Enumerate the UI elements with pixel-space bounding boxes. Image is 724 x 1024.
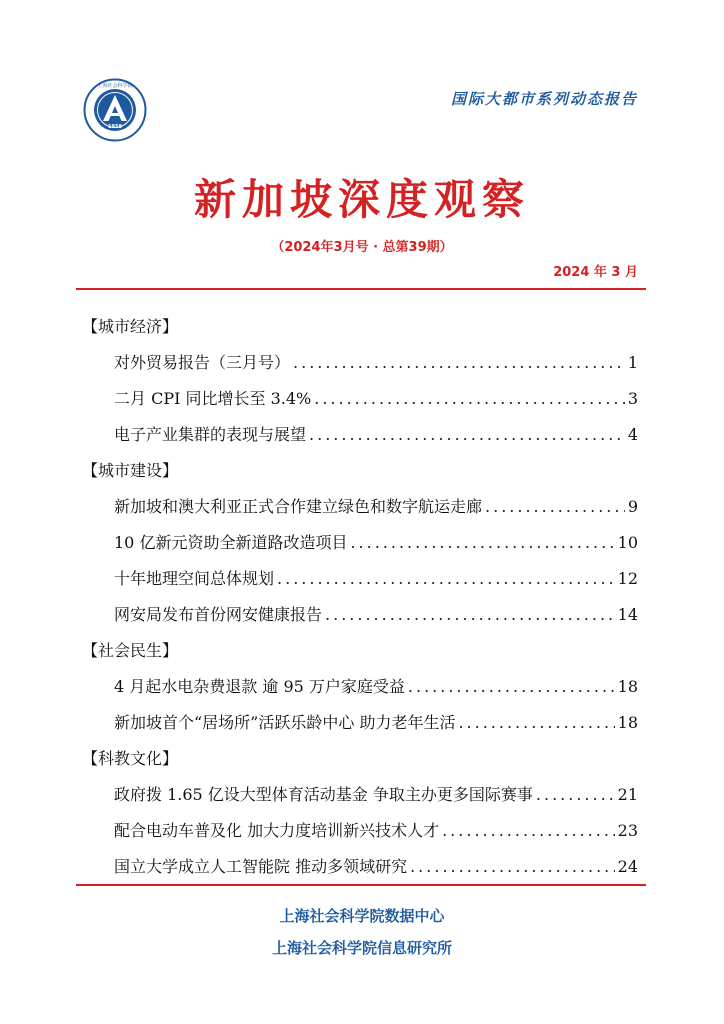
toc-leader-dots [408,673,615,701]
toc-section-heading: 【科教文化】 [82,749,179,768]
bottom-divider [76,884,646,886]
publication-date: 2024 年 3 月 [553,265,638,280]
toc-leader-dots [485,493,625,521]
toc-entry-page: 10 [617,533,638,552]
toc-entry[interactable] [82,493,642,529]
toc-leader-dots [309,421,625,449]
toc-entry[interactable] [82,421,642,457]
toc-entry[interactable] [82,673,642,709]
toc-entry-page: 24 [617,857,638,876]
toc-entry-title: 网安局发布首份网安健康报告 [114,605,323,624]
toc-leader-dots [442,817,615,845]
toc-leader-dots [350,529,614,557]
toc-entry-title: 4 月起水电杂费退款 逾 95 万户家庭受益 [114,677,405,696]
toc-entry-page: 21 [617,785,638,804]
toc-entry-title: 十年地理空间总体规划 [114,569,275,588]
toc-entry[interactable] [82,817,642,853]
toc-entry-page: 23 [617,821,638,840]
toc-entry[interactable] [82,601,642,637]
publisher-info-institute: 上海社会科学院信息研究所 [271,939,452,957]
toc-leader-dots [277,565,615,593]
toc-entry-page: 3 [627,389,638,408]
toc-entry-title: 新加坡首个“居场所”活跃乐龄中心 助力老年生活 [114,713,456,732]
toc-entry[interactable] [82,781,642,817]
institute-logo [83,78,147,142]
publisher-data-center: 上海社会科学院数据中心 [279,907,445,925]
toc-entry-title: 对外贸易报告（三月号） [114,353,291,372]
toc-leader-dots [410,853,615,881]
table-of-contents [82,313,642,889]
toc-entry-page: 18 [617,713,638,732]
toc-entry-title: 配合电动车普及化 加大力度培训新兴技术人才 [114,821,440,840]
toc-leader-dots [458,709,614,737]
toc-leader-dots [293,349,625,377]
top-divider [76,288,646,290]
toc-entry-title: 国立大学成立人工智能院 推动多领域研究 [114,857,408,876]
logo-ring-text: 上海社会科学院 [97,83,133,89]
toc-section-heading: 【社会民生】 [82,641,179,660]
toc-entry-page: 14 [617,605,638,624]
toc-entry-title: 新加坡和澳大利亚正式合作建立绿色和数字航运走廊 [114,497,483,516]
toc-entry[interactable] [82,529,642,565]
toc-entry[interactable] [82,349,642,385]
toc-leader-dots [325,601,615,629]
toc-entry-title: 电子产业集群的表现与展望 [114,425,307,444]
issue-number: （2024年3月号 · 总第39期） [271,240,453,255]
report-series: 国际大都市系列动态报告 [450,90,638,108]
toc-entry-title: 10 亿新元资助全新道路改造项目 [114,533,348,552]
toc-entry[interactable] [82,385,642,421]
toc-entry-page: 12 [617,569,638,588]
toc-entry-title: 政府拨 1.65 亿设大型体育活动基金 争取主办更多国际赛事 [114,785,533,804]
toc-entry[interactable] [82,565,642,601]
toc-section-heading: 【城市建设】 [82,461,179,480]
logo-year: 1958 [108,124,122,130]
toc-entry[interactable] [82,709,642,745]
toc-entry-title: 二月 CPI 同比增长至 3.4% [114,389,312,408]
toc-section-heading: 【城市经济】 [82,317,179,336]
toc-entry-page: 18 [617,677,638,696]
toc-entry-page: 9 [627,497,638,516]
toc-entry-page: 4 [627,425,638,444]
toc-entry-page: 1 [627,353,638,372]
toc-leader-dots [314,385,625,413]
page-title: 新加坡深度观察 [193,175,530,224]
toc-leader-dots [536,781,615,809]
